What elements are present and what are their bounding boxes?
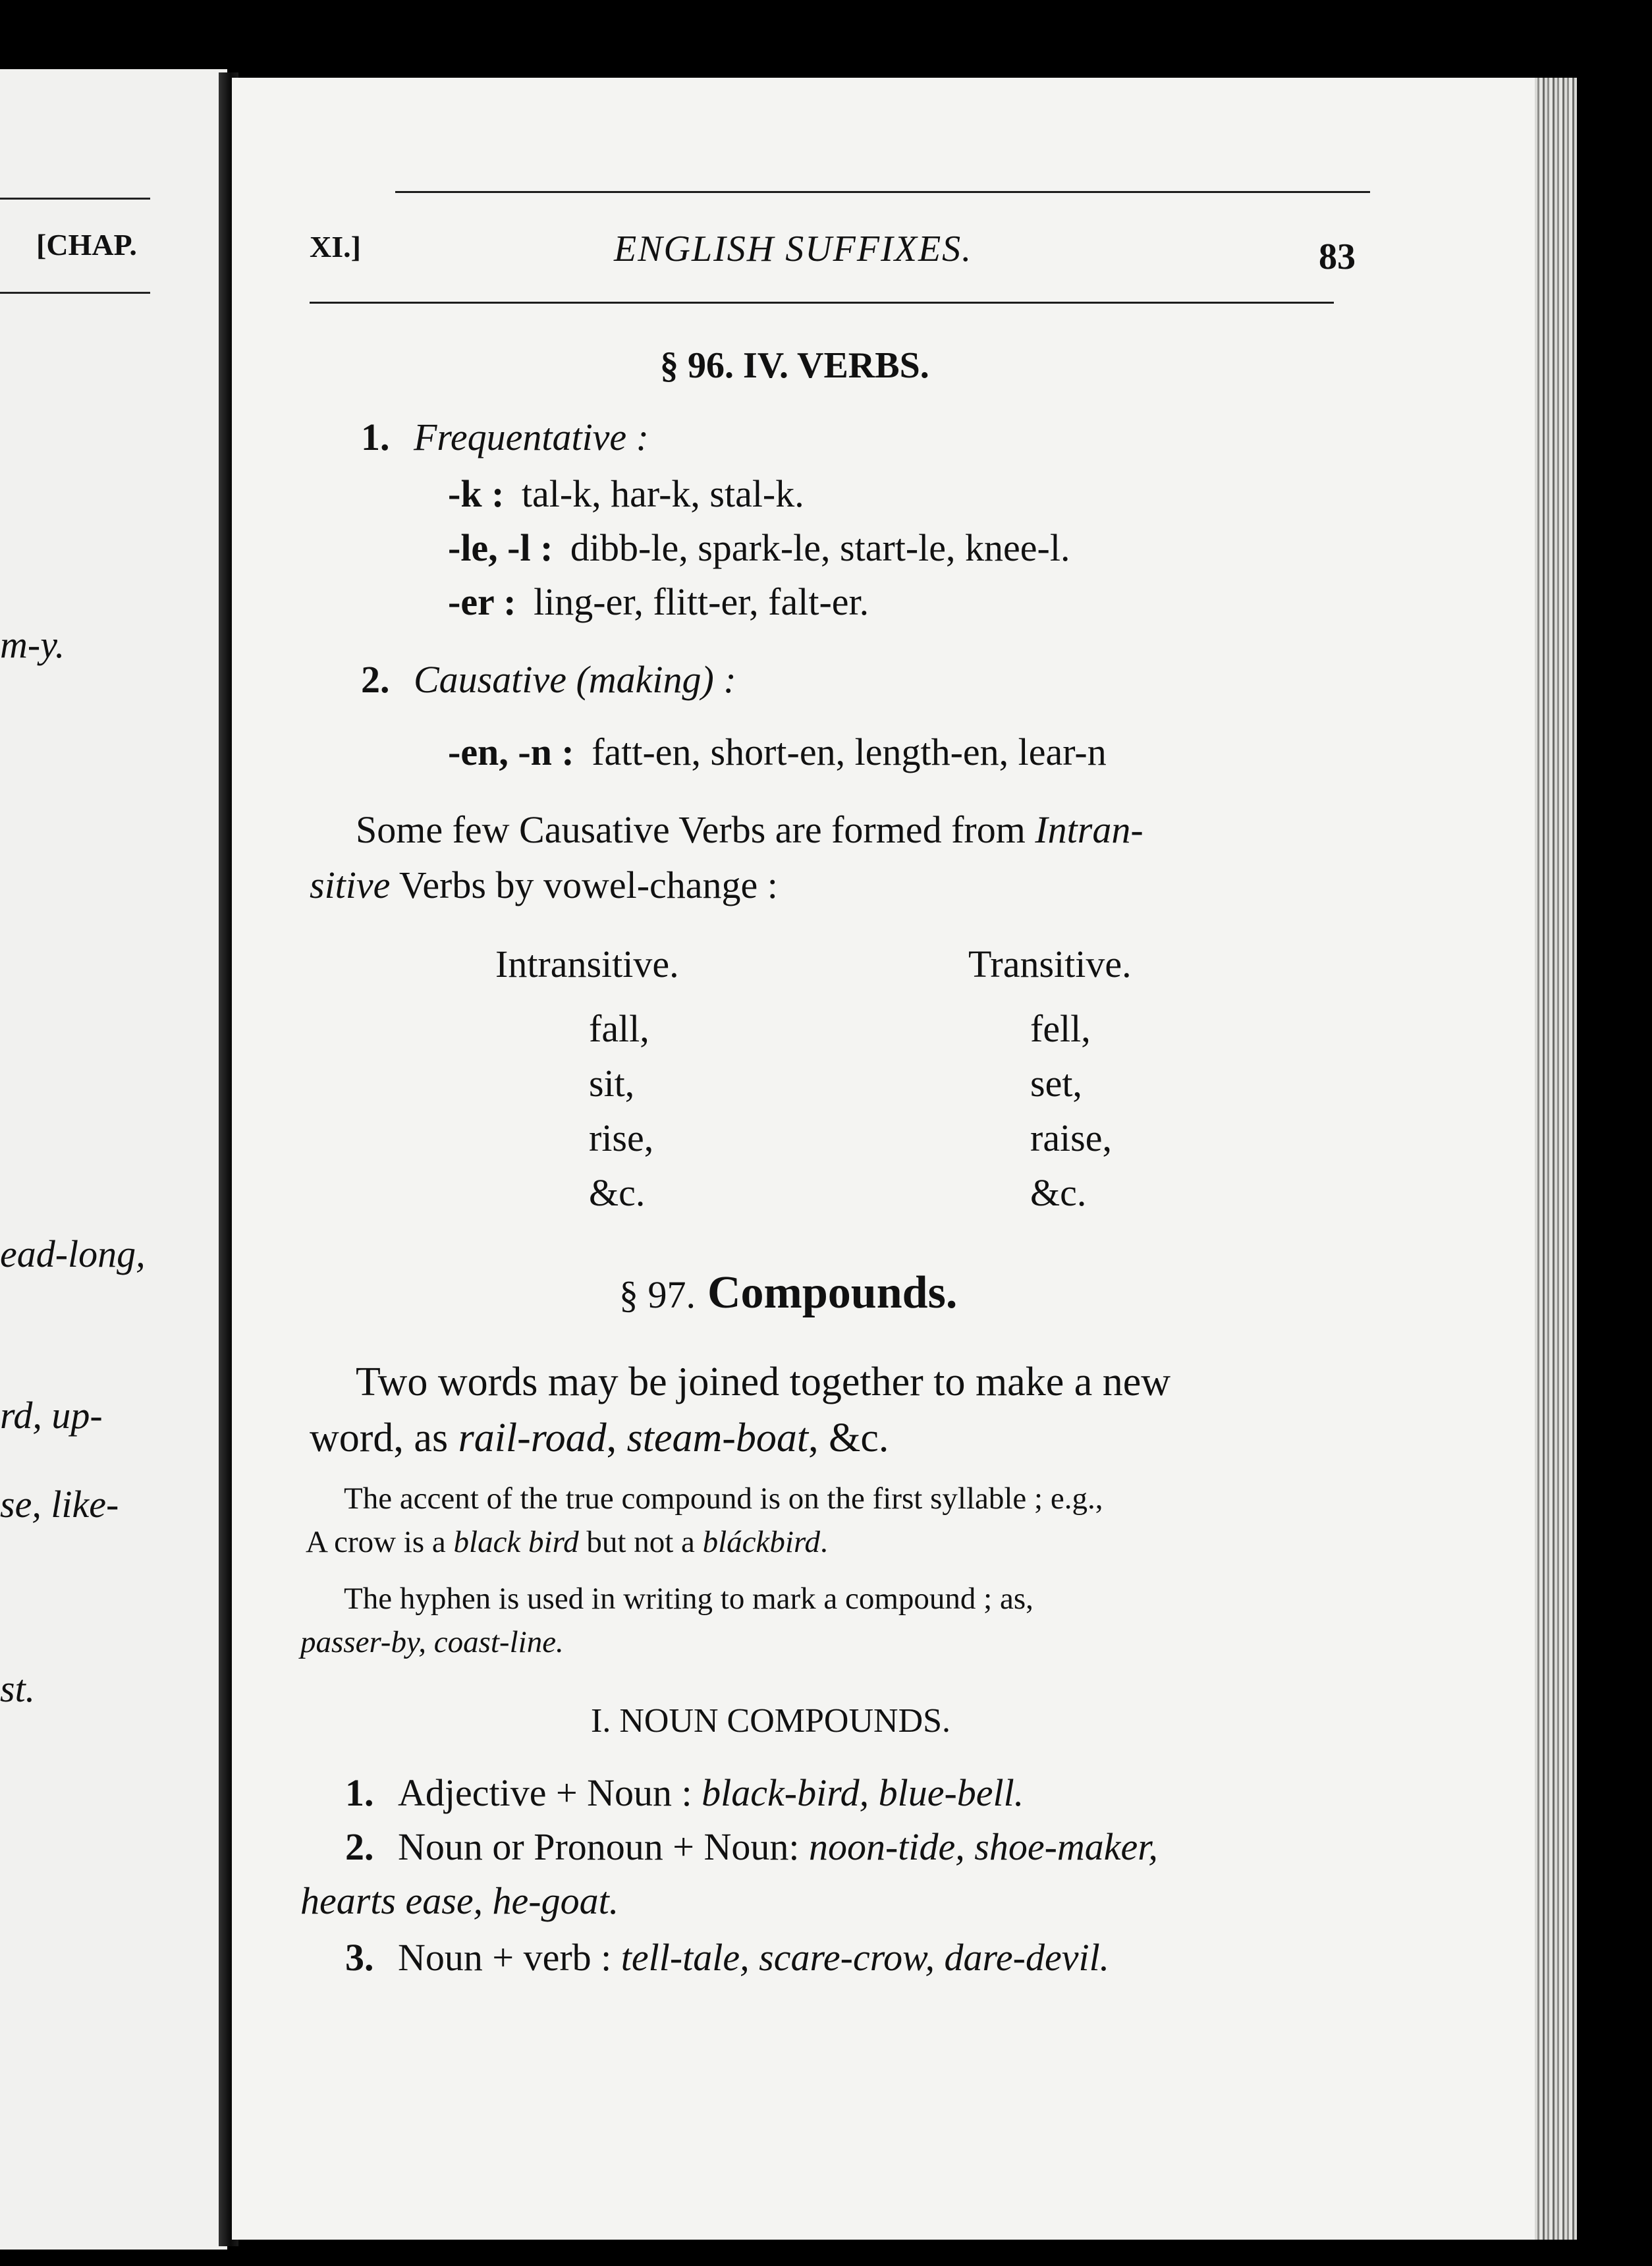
- table-cell: &c.: [589, 1171, 646, 1214]
- left-running-head: [CHAP.: [36, 228, 137, 262]
- noun-compounds-heading: I. NOUN COMPOUNDS.: [591, 1702, 951, 1740]
- item-2-heading: [361, 657, 736, 702]
- chapter-number: XI.]: [310, 230, 361, 263]
- section-96-heading: § 96. IV. VERBS.: [660, 345, 929, 386]
- accent-note-line-2: A crow is a black bird but not a bláckbird.: [306, 1525, 828, 1559]
- table-cell: sit,: [589, 1062, 635, 1105]
- left-fragment-2: ead-long,: [0, 1232, 146, 1275]
- compound-list-item-continued: hearts ease, he-goat.: [300, 1879, 619, 1922]
- item-1-heading: [361, 415, 649, 459]
- table-cell: fell,: [1030, 1007, 1091, 1050]
- suffix: -le, -l :: [448, 526, 553, 569]
- compounds-paragraph-line-2: word, as rail-road, steam-boat, &c.: [310, 1416, 889, 1460]
- suffix-line: [448, 526, 1070, 570]
- causative-paragraph-line-1: Some few Causative Verbs are formed from Intran-: [356, 808, 1143, 851]
- suffix-examples: tal-k, har-k, stal-k.: [521, 472, 804, 515]
- suffix-line: [448, 580, 869, 624]
- suffix: -k :: [448, 472, 505, 515]
- header-rule: [310, 302, 1334, 304]
- table-cell: &c.: [1030, 1171, 1087, 1214]
- main-page: [232, 78, 1541, 2240]
- accent-note-line-1: The accent of the true compound is on the first syllable ; e.g.,: [344, 1481, 1103, 1516]
- page-edges: [1535, 78, 1577, 2240]
- suffix: -er :: [448, 580, 516, 623]
- table-header-transitive: Transitive.: [968, 943, 1132, 985]
- item-number: 2.: [361, 658, 390, 701]
- left-page: [0, 69, 227, 2250]
- suffix-line: [448, 472, 804, 516]
- suffix-line: [448, 730, 1107, 774]
- left-fragment-3: rd, up-: [0, 1394, 103, 1437]
- item-label: Frequentative :: [414, 416, 649, 458]
- compound-list-item: 1. Adjective + Noun : black-bird, blue-bell.: [345, 1771, 1024, 1814]
- section-97-heading: § 97. Compounds.: [619, 1267, 958, 1318]
- table-header-intransitive: Intransitive.: [495, 943, 679, 985]
- left-fragment-1: m-y.: [0, 623, 65, 666]
- item-number: 1.: [361, 416, 390, 458]
- item-label: Causative (making) :: [414, 658, 736, 701]
- causative-paragraph-line-2: sitive Verbs by vowel-change :: [310, 864, 778, 906]
- left-fragment-4: se, like-: [0, 1483, 119, 1526]
- table-cell: set,: [1030, 1062, 1082, 1105]
- running-title: ENGLISH SUFFIXES.: [614, 229, 973, 269]
- compound-list-item: 2. Noun or Pronoun + Noun: noon-tide, shoe-maker,: [345, 1825, 1158, 1868]
- suffix: -en, -n :: [448, 731, 574, 773]
- left-fragment-5: st.: [0, 1667, 36, 1710]
- suffix-examples: dibb-le, spark-le, start-le, knee-l.: [570, 526, 1070, 569]
- table-cell: fall,: [589, 1007, 649, 1050]
- hyphen-note-line-2: passer-by, coast-line.: [300, 1625, 564, 1659]
- compounds-paragraph-line-1: Two words may be joined together to make a new: [356, 1360, 1171, 1404]
- page-number: 83: [1319, 236, 1356, 277]
- suffix-examples: ling-er, flitt-er, falt-er.: [534, 580, 869, 623]
- top-rule: [395, 191, 1370, 193]
- compound-list-item: 3. Noun + verb : tell-tale, scare-crow, dare-devil.: [345, 1936, 1110, 1979]
- hyphen-note-line-1: The hyphen is used in writing to mark a compound ; as,: [344, 1582, 1033, 1616]
- left-header-rule: [0, 292, 150, 294]
- left-top-rule: [0, 198, 150, 200]
- suffix-examples: fatt-en, short-en, length-en, lear-n: [592, 731, 1107, 773]
- table-cell: rise,: [589, 1117, 654, 1159]
- table-cell: raise,: [1030, 1117, 1112, 1159]
